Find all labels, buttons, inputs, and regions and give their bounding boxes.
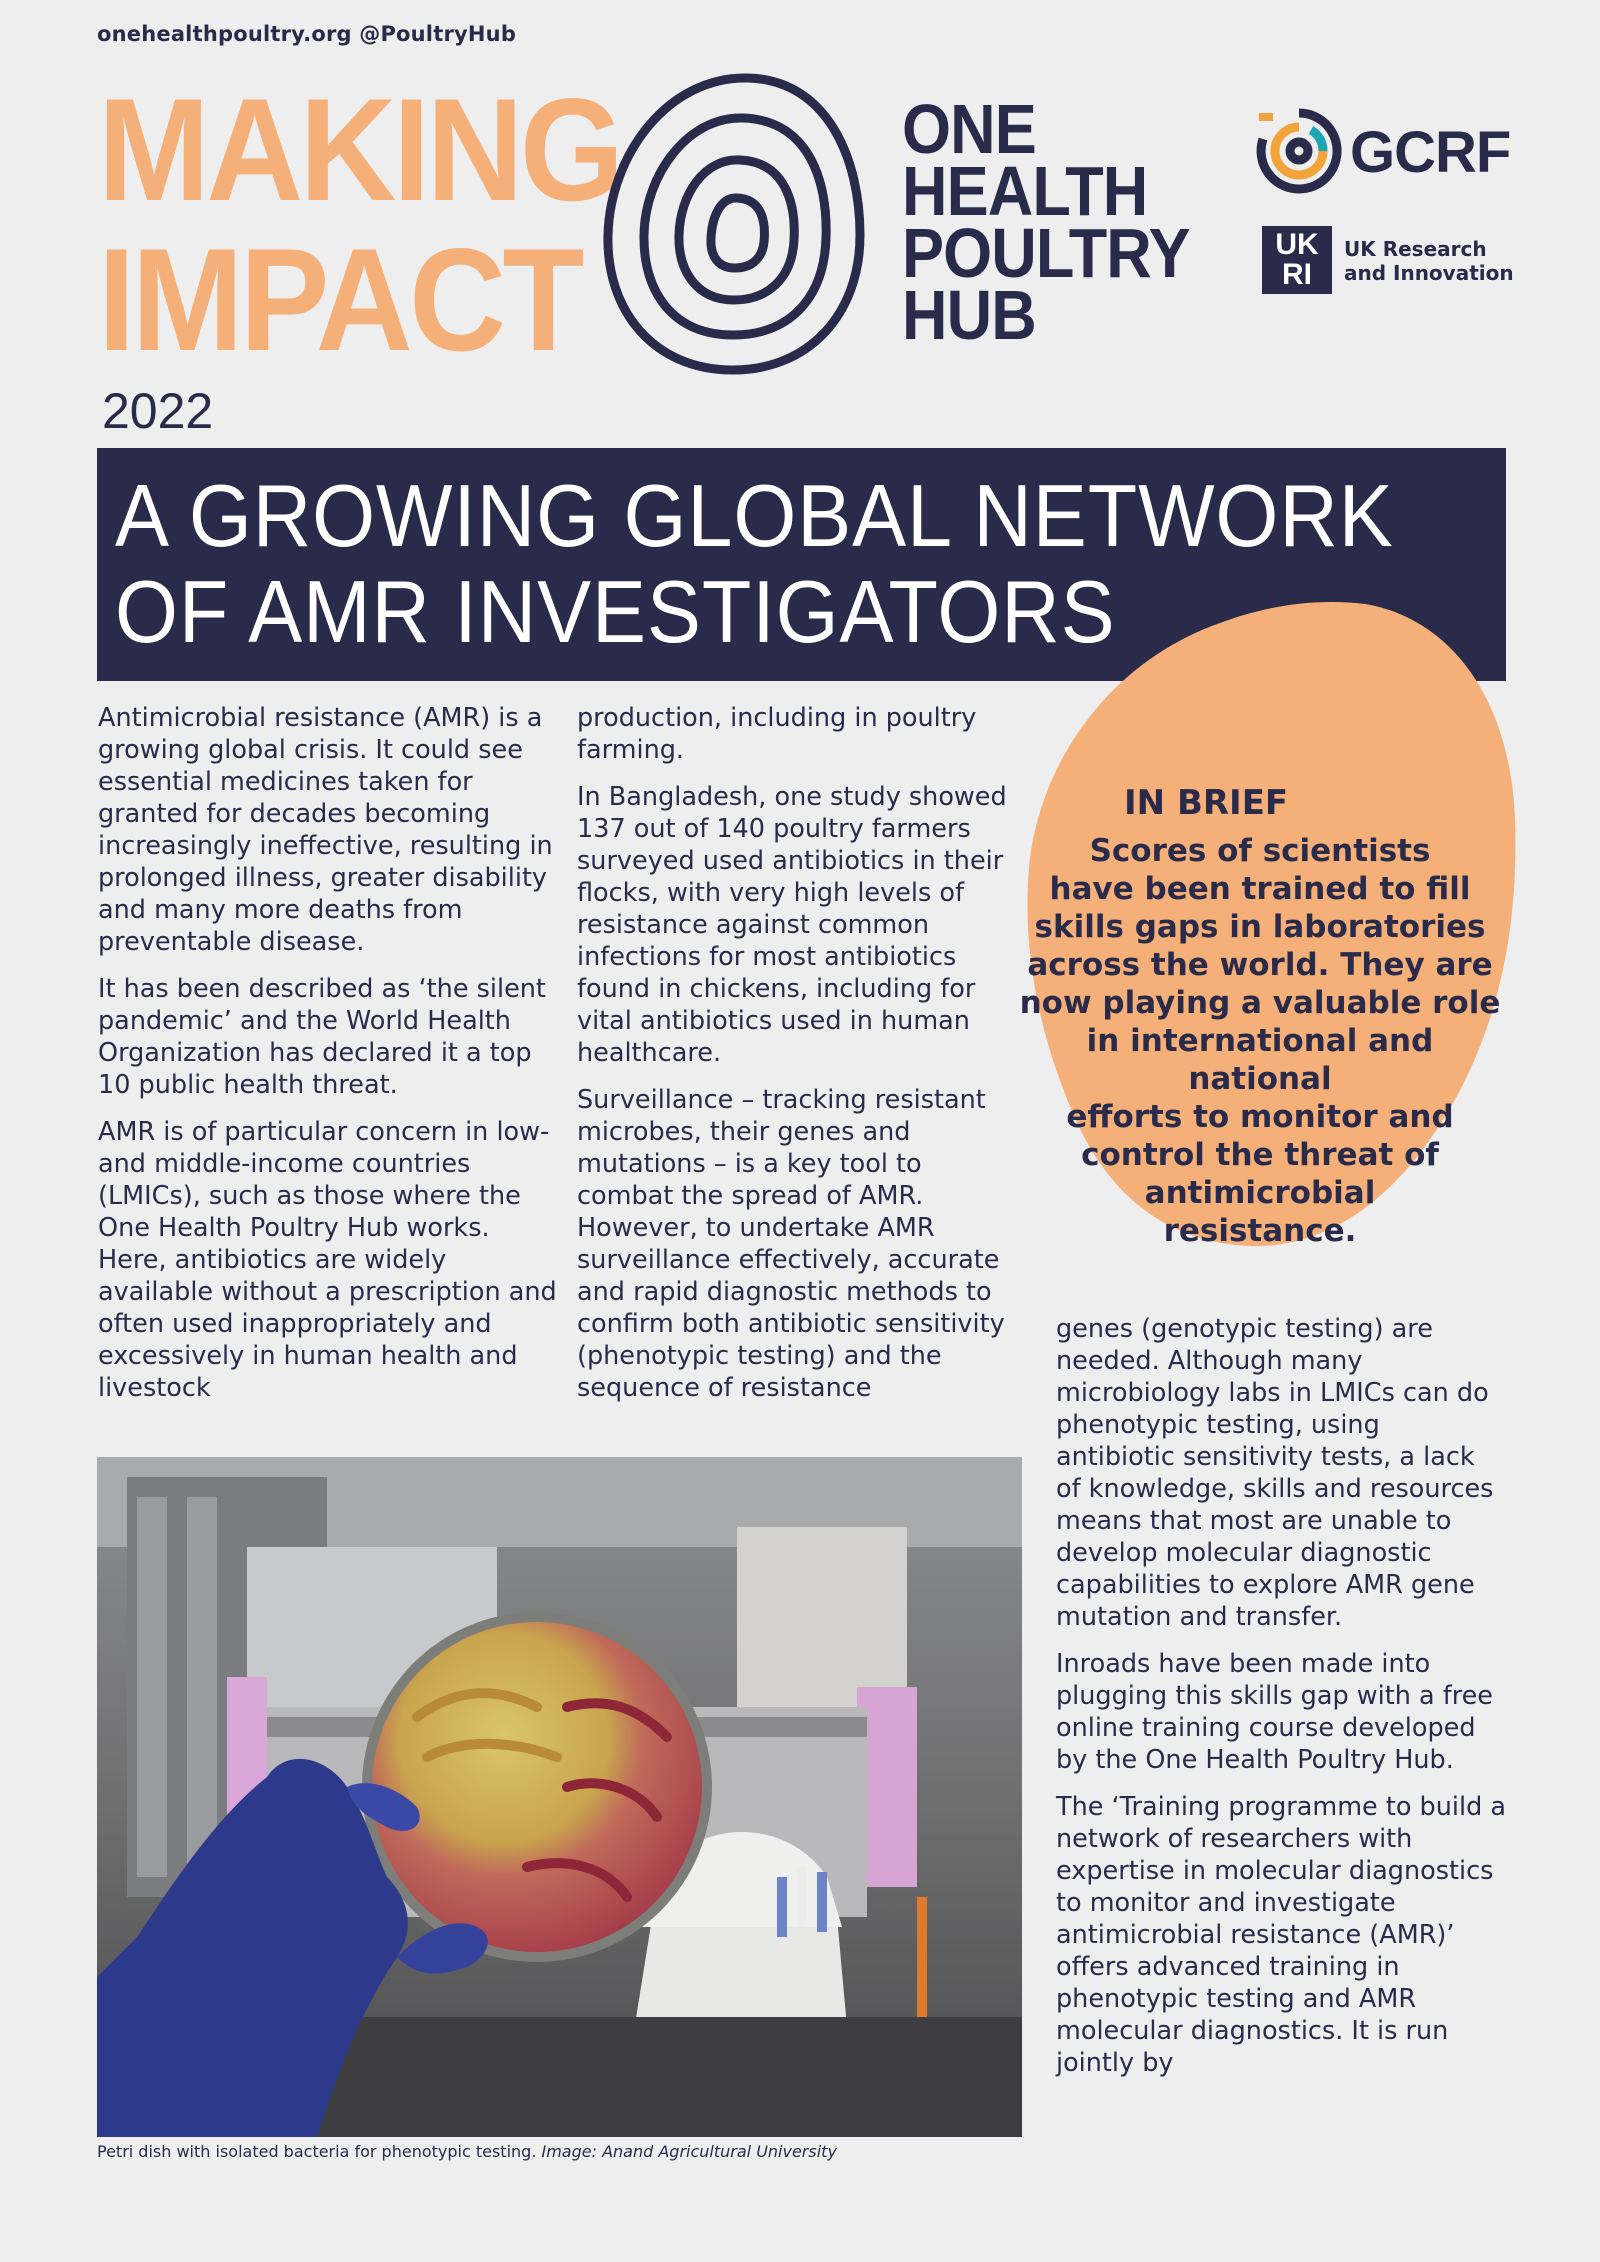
hub-logo-rings-icon	[598, 70, 868, 380]
petri-dish-photo	[97, 1457, 1022, 2137]
article-paragraph: Inroads have been made into plugging this skills gap with a free online training course developed by the One Health Poultry Hub.	[1056, 1649, 1493, 1775]
article-paragraph: It has been described as ‘the silent pandemic’ and the World Health Organization has declared it a top 10 public health threat.	[98, 974, 546, 1100]
article-paragraph: genes (genotypic testing) are needed. Although many microbiology labs in LMICs can do phenotypic testing, using antibiotic sensitivity tests, a lack of knowledge, skills and resources means that most are unable to develop molecular diagnostic capabilities to explore AMR gene mutation and transfer.	[1056, 1314, 1494, 1632]
in-brief-line: in international and national	[1086, 1023, 1434, 1097]
in-brief-line: control the threat of	[1081, 1137, 1439, 1173]
article-column-1	[98, 702, 558, 1419]
in-brief-line: skills gaps in laboratories	[1034, 909, 1486, 945]
impact-heading: IMPACT	[98, 218, 581, 381]
hub-name	[902, 90, 1190, 354]
in-brief-line: resistance.	[1163, 1213, 1357, 1249]
article-paragraph: production, including in poultry farming.	[577, 703, 977, 765]
caption-credit: Image: Anand Agricultural University	[541, 2142, 837, 2161]
making-heading: MAKING	[98, 68, 621, 231]
in-brief-line: have been trained to fill	[1049, 871, 1471, 907]
gcrf-label: GCRF	[1350, 120, 1511, 185]
article-title-line: OF AMR INVESTIGATORS	[115, 562, 1116, 661]
article-paragraph: Surveillance – tracking resistant microbes, their genes and mutations – is a key tool to combat the spread of AMR. However, to undertake AMR surveillance effectively, accurate and rapid diagnostic methods to confirm both antibiotic sensitivity (phenotypic testing) and the sequence of resistance	[577, 1085, 1005, 1403]
article-column-3	[1056, 1313, 1506, 2094]
ukri-label	[1344, 237, 1514, 285]
in-brief-body	[1010, 832, 1510, 1250]
ukri-logo-icon: UK RI	[1262, 226, 1332, 294]
hub-name-line: ONE	[902, 90, 1036, 168]
article-title-line: A GROWING GLOBAL NETWORK	[115, 466, 1394, 565]
in-brief-line: across the world. They are	[1027, 947, 1493, 983]
year-label: 2022	[102, 383, 214, 439]
gcrf-logo-icon	[1253, 105, 1345, 197]
in-brief-line: antimicrobial	[1144, 1175, 1376, 1211]
photo-caption	[97, 2142, 837, 2161]
caption-main: Petri dish with isolated bacteria for phenotypic testing.	[97, 2142, 542, 2161]
hub-name-line: POULTRY	[902, 214, 1190, 292]
site-handle: onehealthpoultry.org @PoultryHub	[97, 22, 517, 46]
article-paragraph: The ‘Training programme to build a network of researchers with expertise in molecular diagnostics to monitor and investigate antimicrobial resistance (AMR)’ offers advanced training in phenotypic testing and AMR molecular diagnostics. It is run jointly by	[1056, 1792, 1506, 2078]
in-brief-heading: IN BRIEF	[1124, 783, 1289, 823]
ukri-line: and Innovation	[1344, 261, 1514, 285]
hub-name-line: HEALTH	[902, 152, 1148, 230]
article-paragraph: Antimicrobial resistance (AMR) is a growing global crisis. It could see essential medicines taken for granted for decades becoming increasingly ineffective, resulting in prolonged illness, greater disability and many more deaths from preventable disease.	[98, 703, 553, 957]
hub-name-line: HUB	[902, 276, 1036, 354]
ukri-line: UK Research	[1344, 237, 1487, 261]
in-brief-line: efforts to monitor and	[1066, 1099, 1454, 1135]
article-paragraph: AMR is of particular concern in low- and middle-income countries (LMICs), such as those where the One Health Poultry Hub works. Here, antibiotics are widely available without a prescription and often used inappropriately and excessively in human health and livestock	[98, 1117, 557, 1403]
in-brief-line: Scores of scientists	[1089, 833, 1431, 869]
in-brief-line: now playing a valuable role	[1019, 985, 1501, 1021]
article-column-2	[577, 702, 1022, 1419]
article-paragraph: In Bangladesh, one study showed 137 out of 140 poultry farmers surveyed used antibiotics in their flocks, with very high levels of resistance against common infections for most antibiotics found in chickens, including for vital antibiotics used in human healthcare.	[577, 782, 1007, 1068]
